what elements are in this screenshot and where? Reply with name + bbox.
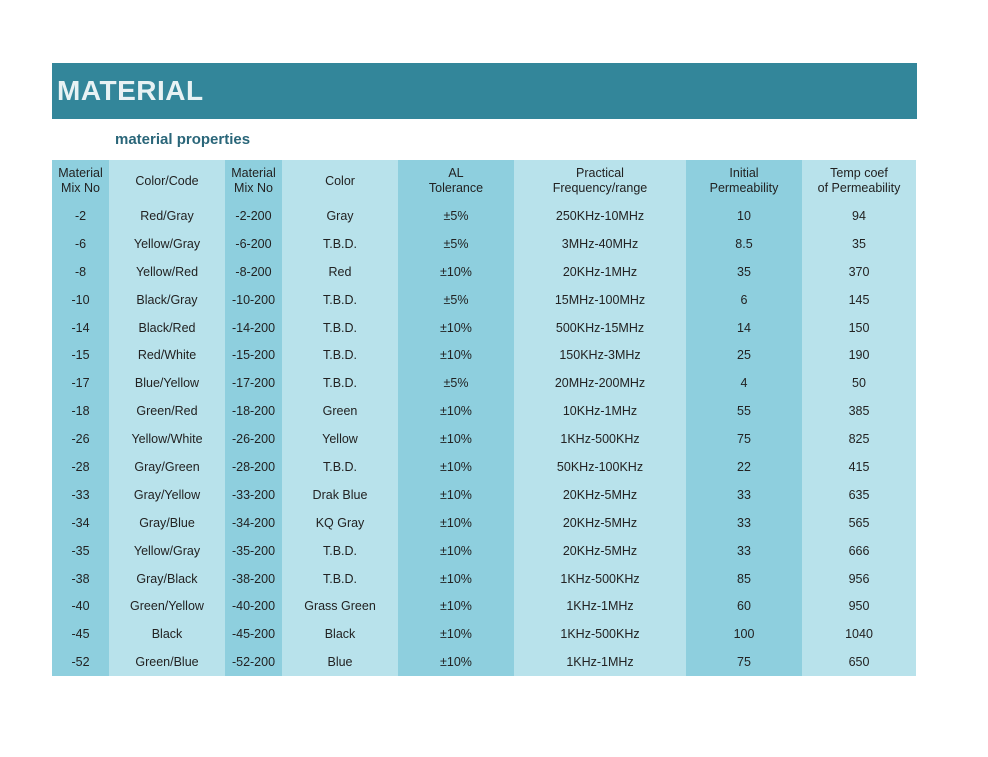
mix-no-cell: -2 [52, 202, 109, 230]
color-code-cell: Gray/Blue [109, 509, 225, 537]
mix-no-200-cell: -45-200 [225, 620, 282, 648]
table-row [52, 537, 916, 565]
mix-no-cell: -26 [52, 425, 109, 453]
permeability-cell: 55 [686, 397, 802, 425]
temp-coef-cell: 825 [802, 425, 916, 453]
temp-coef-cell: 956 [802, 565, 916, 593]
table-row [52, 648, 916, 676]
frequency-range-cell: 1KHz-1MHz [514, 592, 686, 620]
mix-no-200-cell: -38-200 [225, 565, 282, 593]
color-code-cell: Yellow/Red [109, 258, 225, 286]
al-tolerance-cell: ±5% [398, 230, 514, 258]
frequency-range-cell: 50KHz-100KHz [514, 453, 686, 481]
table-row [52, 314, 916, 342]
table-row [52, 230, 916, 258]
al-tolerance-cell: ±10% [398, 481, 514, 509]
frequency-range-cell: 1KHz-500KHz [514, 425, 686, 453]
color-cell: Yellow [282, 425, 398, 453]
table-row [52, 425, 916, 453]
al-tolerance-cell: ±10% [398, 425, 514, 453]
mix-no-200-cell: -18-200 [225, 397, 282, 425]
al-tolerance-cell: ±10% [398, 397, 514, 425]
table-row [52, 509, 916, 537]
table-body [52, 202, 916, 676]
permeability-cell: 14 [686, 314, 802, 342]
color-cell: KQ Gray [282, 509, 398, 537]
section-subtitle: material properties [115, 131, 251, 148]
temp-coef-cell: 1040 [802, 620, 916, 648]
table-row [52, 481, 916, 509]
temp-coef-cell: 35 [802, 230, 916, 258]
mix-no-cell: -38 [52, 565, 109, 593]
frequency-range-cell: 20KHz-5MHz [514, 537, 686, 565]
color-code-cell: Yellow/White [109, 425, 225, 453]
mix-no-200-cell: -15-200 [225, 341, 282, 369]
mix-no-200-cell: -26-200 [225, 425, 282, 453]
permeability-cell: 22 [686, 453, 802, 481]
frequency-range-cell: 3MHz-40MHz [514, 230, 686, 258]
mix-no-cell: -33 [52, 481, 109, 509]
permeability-cell: 6 [686, 286, 802, 314]
color-code-cell: Green/Blue [109, 648, 225, 676]
column-header: Material Mix No [52, 160, 109, 202]
temp-coef-cell: 94 [802, 202, 916, 230]
color-cell: Green [282, 397, 398, 425]
al-tolerance-cell: ±10% [398, 565, 514, 593]
color-code-cell: Red/Gray [109, 202, 225, 230]
mix-no-200-cell: -28-200 [225, 453, 282, 481]
mix-no-cell: -17 [52, 369, 109, 397]
color-cell: Grass Green [282, 592, 398, 620]
temp-coef-cell: 565 [802, 509, 916, 537]
mix-no-200-cell: -14-200 [225, 314, 282, 342]
mix-no-200-cell: -17-200 [225, 369, 282, 397]
color-code-cell: Yellow/Gray [109, 230, 225, 258]
column-header: AL Tolerance [398, 160, 514, 202]
color-code-cell: Red/White [109, 341, 225, 369]
column-header: Color [282, 160, 398, 202]
mix-no-cell: -10 [52, 286, 109, 314]
table-row [52, 397, 916, 425]
permeability-cell: 100 [686, 620, 802, 648]
frequency-range-cell: 10KHz-1MHz [514, 397, 686, 425]
color-cell: Blue [282, 648, 398, 676]
al-tolerance-cell: ±10% [398, 258, 514, 286]
frequency-range-cell: 1KHz-500KHz [514, 565, 686, 593]
color-cell: T.B.D. [282, 537, 398, 565]
color-code-cell: Gray/Black [109, 565, 225, 593]
color-code-cell: Green/Yellow [109, 592, 225, 620]
al-tolerance-cell: ±10% [398, 648, 514, 676]
column-header: Material Mix No [225, 160, 282, 202]
color-cell: T.B.D. [282, 286, 398, 314]
mix-no-cell: -40 [52, 592, 109, 620]
permeability-cell: 75 [686, 648, 802, 676]
table-row [52, 592, 916, 620]
al-tolerance-cell: ±10% [398, 509, 514, 537]
column-header: Color/Code [109, 160, 225, 202]
temp-coef-cell: 415 [802, 453, 916, 481]
page-title: MATERIAL [57, 75, 204, 106]
table-row [52, 620, 916, 648]
color-cell: Gray [282, 202, 398, 230]
mix-no-cell: -28 [52, 453, 109, 481]
table-row [52, 286, 916, 314]
column-header: Temp coef of Permeability [802, 160, 916, 202]
mix-no-cell: -18 [52, 397, 109, 425]
color-code-cell: Black/Gray [109, 286, 225, 314]
al-tolerance-cell: ±10% [398, 620, 514, 648]
color-cell: T.B.D. [282, 314, 398, 342]
mix-no-200-cell: -35-200 [225, 537, 282, 565]
header-banner [52, 63, 917, 119]
mix-no-cell: -8 [52, 258, 109, 286]
permeability-cell: 75 [686, 425, 802, 453]
color-cell: Red [282, 258, 398, 286]
color-cell: T.B.D. [282, 453, 398, 481]
frequency-range-cell: 500KHz-15MHz [514, 314, 686, 342]
color-code-cell: Green/Red [109, 397, 225, 425]
color-cell: T.B.D. [282, 369, 398, 397]
mix-no-cell: -14 [52, 314, 109, 342]
color-cell: Black [282, 620, 398, 648]
permeability-cell: 25 [686, 341, 802, 369]
temp-coef-cell: 666 [802, 537, 916, 565]
material-properties-table [52, 160, 916, 676]
temp-coef-cell: 950 [802, 592, 916, 620]
color-code-cell: Blue/Yellow [109, 369, 225, 397]
permeability-cell: 33 [686, 537, 802, 565]
table-row [52, 453, 916, 481]
temp-coef-cell: 50 [802, 369, 916, 397]
table-row [52, 565, 916, 593]
column-header: Initial Permeability [686, 160, 802, 202]
frequency-range-cell: 250KHz-10MHz [514, 202, 686, 230]
frequency-range-cell: 1KHz-500KHz [514, 620, 686, 648]
frequency-range-cell: 150KHz-3MHz [514, 341, 686, 369]
mix-no-cell: -15 [52, 341, 109, 369]
al-tolerance-cell: ±5% [398, 202, 514, 230]
permeability-cell: 8.5 [686, 230, 802, 258]
mix-no-200-cell: -34-200 [225, 509, 282, 537]
temp-coef-cell: 150 [802, 314, 916, 342]
mix-no-200-cell: -2-200 [225, 202, 282, 230]
frequency-range-cell: 15MHz-100MHz [514, 286, 686, 314]
permeability-cell: 35 [686, 258, 802, 286]
color-cell: T.B.D. [282, 565, 398, 593]
al-tolerance-cell: ±10% [398, 341, 514, 369]
column-header: Practical Frequency/range [514, 160, 686, 202]
al-tolerance-cell: ±10% [398, 314, 514, 342]
al-tolerance-cell: ±10% [398, 537, 514, 565]
mix-no-cell: -6 [52, 230, 109, 258]
frequency-range-cell: 20MHz-200MHz [514, 369, 686, 397]
permeability-cell: 85 [686, 565, 802, 593]
color-code-cell: Black [109, 620, 225, 648]
mix-no-cell: -34 [52, 509, 109, 537]
permeability-cell: 33 [686, 509, 802, 537]
color-cell: T.B.D. [282, 341, 398, 369]
table-row [52, 341, 916, 369]
temp-coef-cell: 370 [802, 258, 916, 286]
frequency-range-cell: 20KHz-5MHz [514, 509, 686, 537]
mix-no-cell: -52 [52, 648, 109, 676]
temp-coef-cell: 190 [802, 341, 916, 369]
temp-coef-cell: 145 [802, 286, 916, 314]
temp-coef-cell: 635 [802, 481, 916, 509]
temp-coef-cell: 385 [802, 397, 916, 425]
color-code-cell: Yellow/Gray [109, 537, 225, 565]
table-header-row [52, 160, 916, 202]
mix-no-200-cell: -52-200 [225, 648, 282, 676]
al-tolerance-cell: ±10% [398, 592, 514, 620]
frequency-range-cell: 20KHz-1MHz [514, 258, 686, 286]
color-code-cell: Gray/Green [109, 453, 225, 481]
mix-no-200-cell: -6-200 [225, 230, 282, 258]
mix-no-cell: -45 [52, 620, 109, 648]
color-cell: Drak Blue [282, 481, 398, 509]
color-cell: T.B.D. [282, 230, 398, 258]
frequency-range-cell: 20KHz-5MHz [514, 481, 686, 509]
frequency-range-cell: 1KHz-1MHz [514, 648, 686, 676]
permeability-cell: 60 [686, 592, 802, 620]
mix-no-200-cell: -8-200 [225, 258, 282, 286]
table-row [52, 258, 916, 286]
mix-no-200-cell: -10-200 [225, 286, 282, 314]
permeability-cell: 33 [686, 481, 802, 509]
color-code-cell: Gray/Yellow [109, 481, 225, 509]
al-tolerance-cell: ±10% [398, 453, 514, 481]
mix-no-200-cell: -40-200 [225, 592, 282, 620]
table-row [52, 369, 916, 397]
table-row [52, 202, 916, 230]
al-tolerance-cell: ±5% [398, 369, 514, 397]
mix-no-200-cell: -33-200 [225, 481, 282, 509]
color-code-cell: Black/Red [109, 314, 225, 342]
temp-coef-cell: 650 [802, 648, 916, 676]
permeability-cell: 4 [686, 369, 802, 397]
permeability-cell: 10 [686, 202, 802, 230]
al-tolerance-cell: ±5% [398, 286, 514, 314]
mix-no-cell: -35 [52, 537, 109, 565]
